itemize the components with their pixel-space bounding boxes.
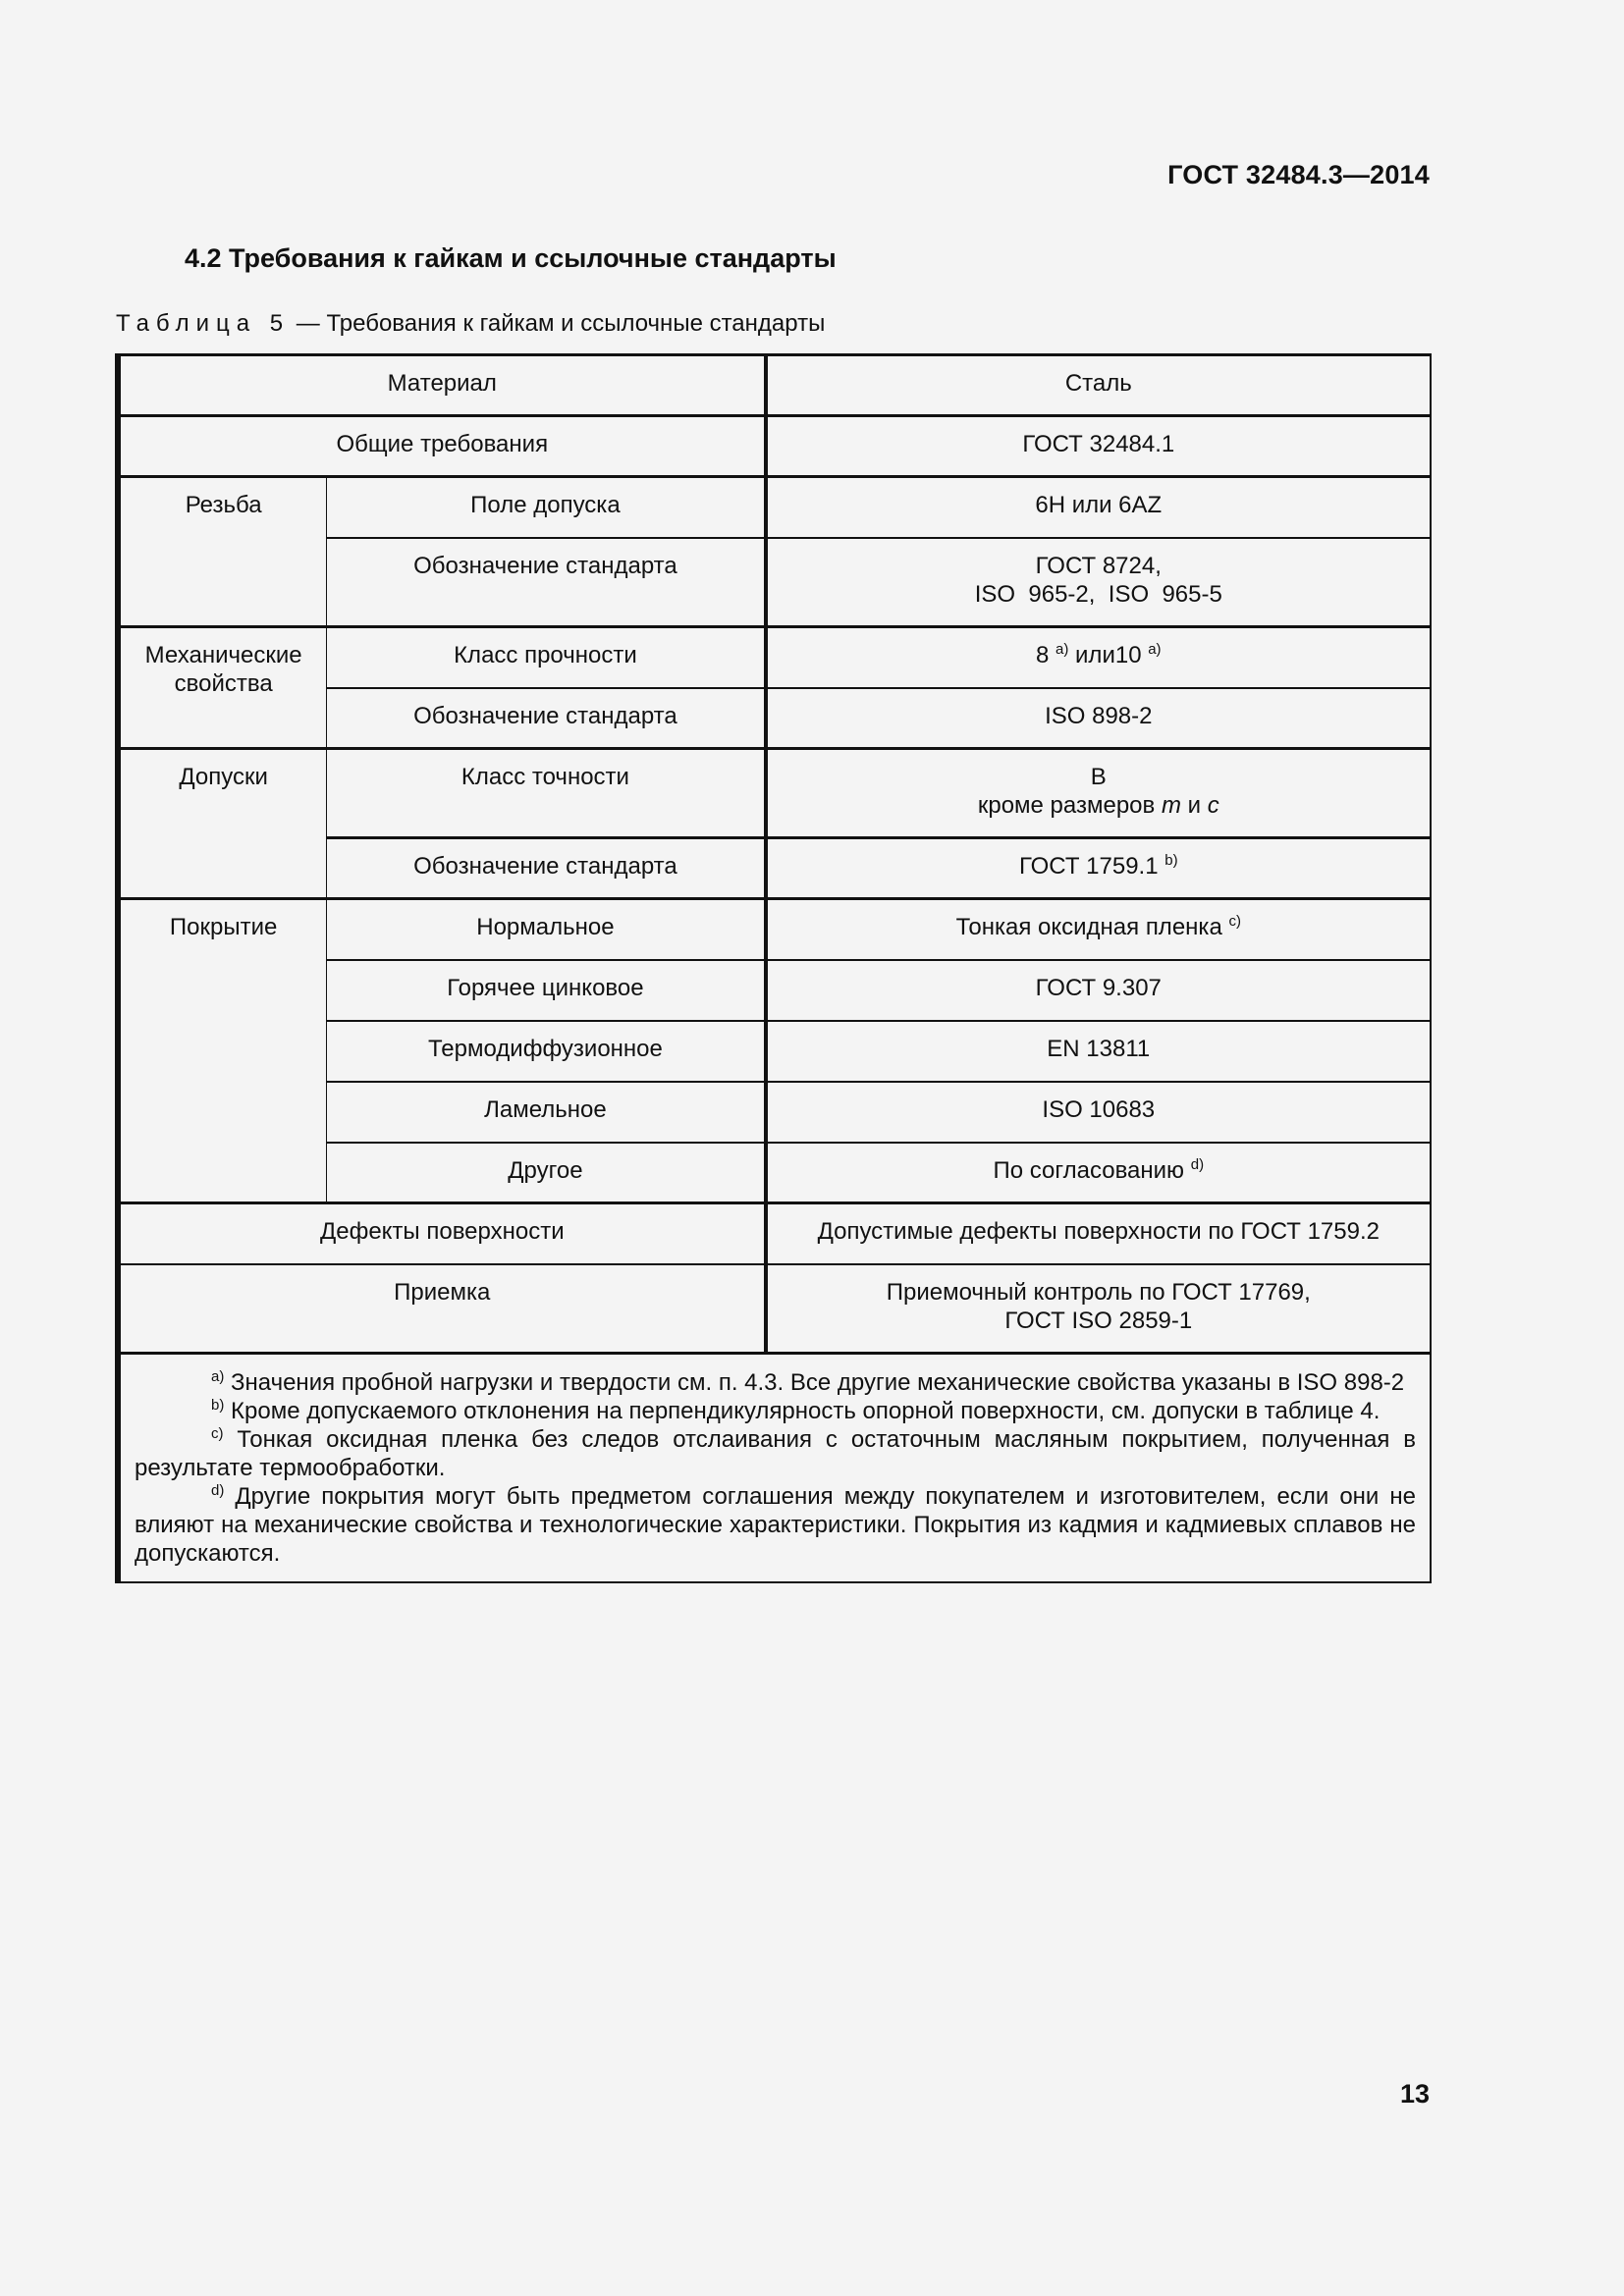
dimension-c: c [1207,792,1219,819]
table-row [118,1354,1431,1583]
footnote-mark: d) [211,1482,225,1499]
strength-class-v2: или10 [1068,642,1142,668]
footnote-mark: a) [211,1368,225,1385]
acceptance-line1: Приемочный контроль по ГОСТ 17769, [886,1278,1311,1306]
table-row [118,1203,1431,1264]
thread-standard-label: Обозначение стандарта [327,538,766,627]
document-id: ГОСТ 32484.3—2014 [1167,160,1430,189]
table-row [118,1264,1431,1354]
general-requirements-value: ГОСТ 32484.1 [766,416,1431,477]
footnote-ref-a: a) [1148,641,1162,658]
general-requirements-label: Общие требования [118,416,766,477]
footnote-d [135,1482,1416,1568]
footnote-text: Значения пробной нагрузки и твердости см. п. 4.3. Все другие механические свойства указаны в ISO 898-2 [224,1369,1405,1396]
surface-defects-label: Дефекты поверхности [118,1203,766,1264]
accuracy-class-line2: кроме размеров [977,792,1162,819]
coating-normal-text: Тонкая оксидная пленка [955,914,1222,940]
coating-hot-zinc-value: ГОСТ 9.307 [766,960,1431,1021]
footnote-text: Кроме допускаемого отклонения на перпендикулярность опорной поверхности, см. допуски в таблице 4. [224,1398,1380,1424]
footnote-mark: b) [211,1397,225,1414]
accuracy-class-and: и [1180,792,1208,819]
tolerance-field-label: Поле допуска [327,477,766,538]
footnote-text: Тонкая оксидная пленка без следов отслаивания с остаточным масляным покрытием, полученная в результате термообработки. [135,1426,1416,1481]
coating-lamellar-value: ISO 10683 [766,1082,1431,1143]
strength-class-value [766,627,1431,688]
tolerances-group: Допуски [118,749,327,899]
coating-thermodiffusion-value: EN 13811 [766,1021,1431,1082]
tolerances-standard-value [766,838,1431,899]
thread-standard-value [766,538,1431,627]
table-row [118,477,1431,538]
table-footnotes [118,1354,1431,1583]
header-steel: Сталь [766,355,1431,416]
footnote-b [135,1397,1416,1425]
nut-requirements-table [115,353,1432,1583]
mechanical-standard-label: Обозначение стандарта [327,688,766,749]
strength-class-label: Класс прочности [327,627,766,688]
thread-standard-line1: ГОСТ 8724, [1035,552,1162,579]
table-row [118,627,1431,688]
coating-lamellar-label: Ламельное [327,1082,766,1143]
tolerances-standard-label: Обозначение стандарта [327,838,766,899]
thread-standard-line2: ISO 965-2, ISO 965-5 [974,580,1222,608]
mechanical-group-line1: Механические [144,642,302,668]
footnote-ref-a: a) [1056,641,1069,658]
mechanical-standard-value: ISO 898-2 [766,688,1431,749]
footnote-ref-d: d) [1190,1155,1205,1173]
header-material: Материал [118,355,766,416]
tolerance-field-value: 6H или 6AZ [766,477,1431,538]
footnote-mark: c) [211,1425,224,1442]
footnote-ref-b: b) [1164,852,1178,869]
acceptance-value [766,1264,1431,1354]
acceptance-line2: ГОСТ ISO 2859-1 [1004,1307,1193,1334]
coating-normal-value [766,899,1431,960]
coating-other-value [766,1143,1431,1203]
strength-class-v1: 8 [1035,642,1050,668]
accuracy-class-value [766,749,1431,838]
footnote-ref-c: c) [1228,913,1241,930]
page-number: 13 [1399,2079,1430,2109]
accuracy-class-label: Класс точности [327,749,766,838]
coating-other-text: По согласованию [993,1156,1185,1184]
footnote-c [135,1425,1416,1482]
mechanical-group [118,627,327,749]
coating-normal-label: Нормальное [327,899,766,960]
tolerances-standard-text: ГОСТ 1759.1 [1018,853,1159,880]
footnote-text: Другие покрытия могут быть предметом соглашения между покупателем и изготовителем, если они не влияют на механические свойства и технологические характеристики. Покрытия из кадмия и кадмиевых сплавов не допускаются. [135,1483,1416,1567]
coating-thermodiffusion-label: Термодиффузионное [327,1021,766,1082]
table-row [118,416,1431,477]
coating-hot-zinc-label: Горячее цинковое [327,960,766,1021]
table-row [118,899,1431,960]
footnote-a [135,1368,1416,1397]
acceptance-label: Приемка [118,1264,766,1354]
mechanical-group-line2: свойства [174,670,273,697]
thread-group: Резьба [118,477,327,627]
table-caption-text: — Требования к гайкам и ссылочные стандарты [290,310,826,337]
accuracy-class-line1: B [1090,764,1107,790]
table-row [118,749,1431,838]
table-caption-label: Таблица 5 [116,310,291,337]
coating-other-label: Другое [327,1143,766,1203]
surface-defects-value: Допустимые дефекты поверхности по ГОСТ 1759.2 [766,1203,1431,1264]
table-row [118,355,1431,416]
section-title: 4.2 Требования к гайкам и ссылочные стандарты [185,243,837,273]
dimension-m: m [1161,792,1181,819]
coating-group: Покрытие [118,899,327,1203]
table-caption [116,310,825,338]
